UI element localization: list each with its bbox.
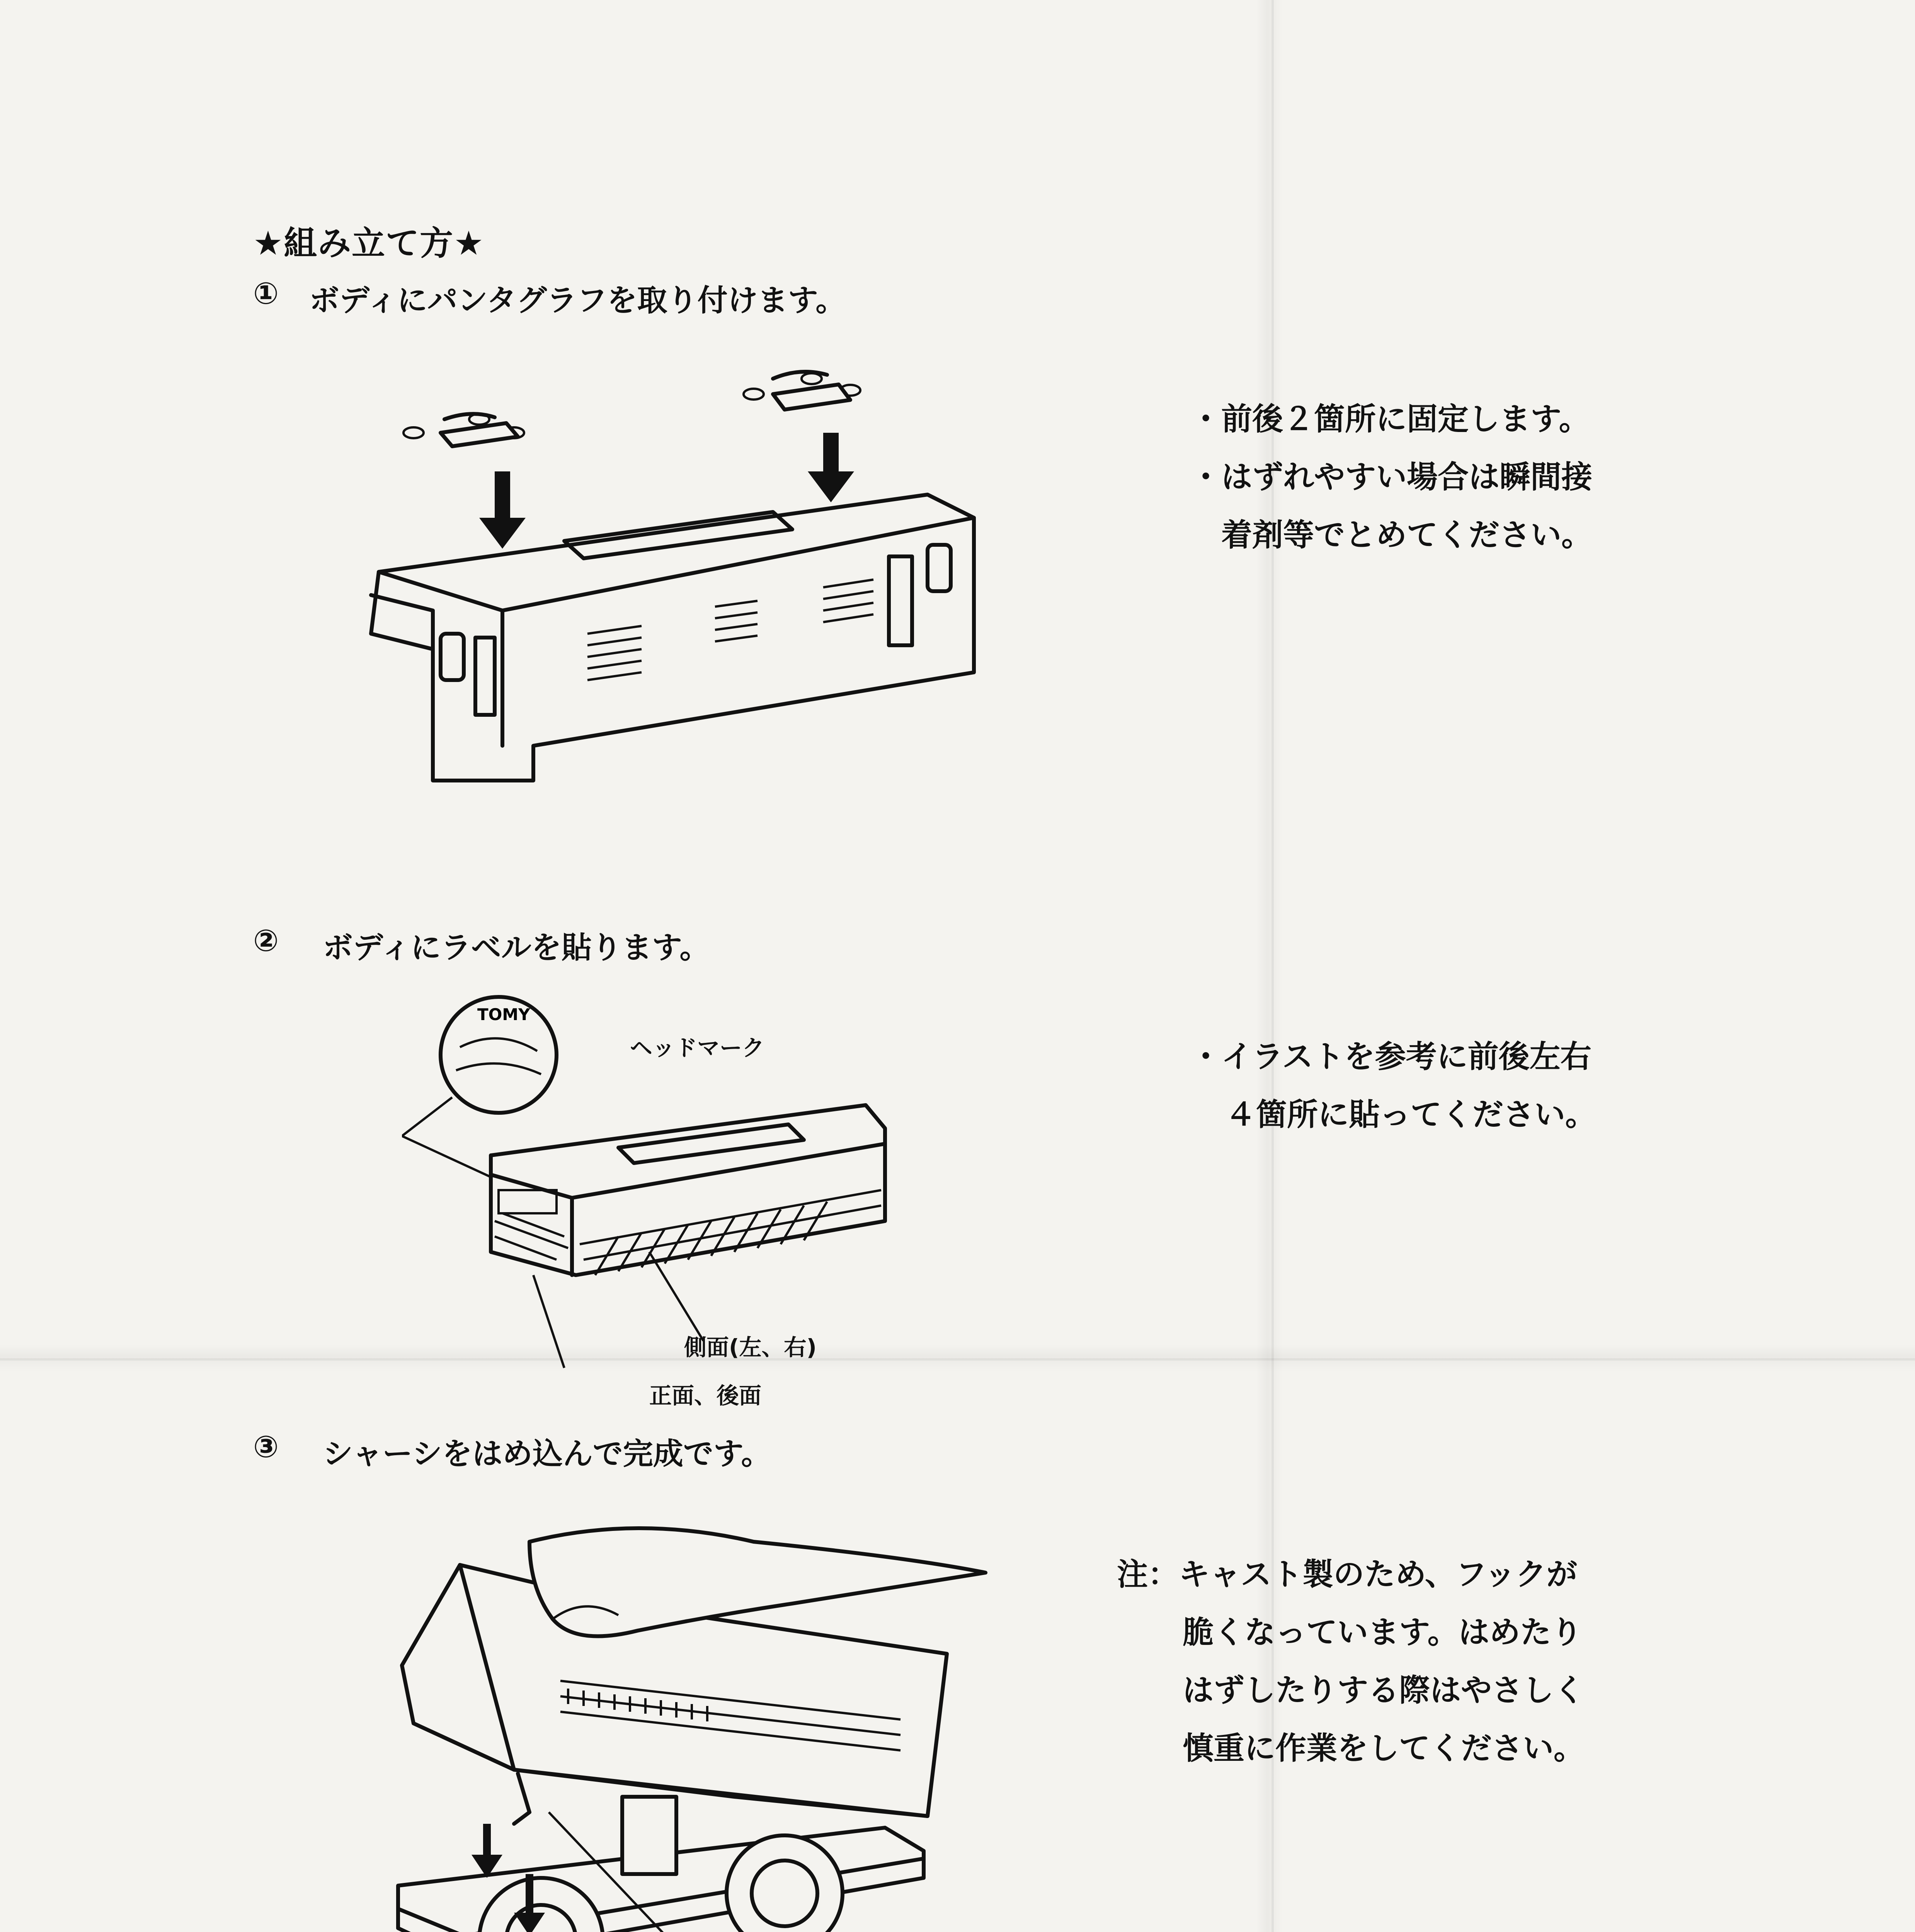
- side-label: 側面(左、右): [684, 1334, 817, 1361]
- step3-text: シャーシをはめ込んで完成です。: [323, 1437, 771, 1471]
- step1-text: ボディにパンタグラフを取り付けます。: [309, 283, 846, 318]
- step1-number: ①: [253, 276, 279, 311]
- arrow-down-left: [479, 471, 526, 549]
- step1-note-1: ・前後２箇所に固定します。: [1190, 401, 1590, 437]
- headmark-label: ヘッドマーク: [630, 1035, 765, 1061]
- arrow-down-right: [808, 433, 854, 502]
- step3-note-2: 脆くなっています。はめたり: [1183, 1614, 1582, 1650]
- step3-note-4: 慎重に作業をしてください。: [1183, 1730, 1585, 1766]
- step3-note-1: 注：キャスト製のため、フックが: [1117, 1556, 1578, 1592]
- step1-illustration: [348, 355, 1005, 800]
- front-label: 正面、後面: [649, 1383, 762, 1409]
- step3-illustration: [367, 1519, 1024, 1932]
- step3-number: ③: [253, 1430, 279, 1464]
- pantograph-right: [744, 372, 860, 410]
- assembly-title: ★組み立て方★: [253, 224, 485, 263]
- fold-line-horizontal: [0, 1358, 1915, 1361]
- step1-note-3: 着剤等でとめてください。: [1221, 517, 1592, 553]
- headmark-logo: TOMY: [477, 1005, 530, 1024]
- step2-note-2: ４箇所に貼ってください。: [1225, 1097, 1596, 1133]
- step2-note-1: ・イラストを参考に前後左右: [1190, 1039, 1592, 1075]
- step1-note-2: ・はずれやすい場合は瞬間接: [1190, 459, 1592, 495]
- step3-note-3: はずしたりする際はやさしく: [1183, 1672, 1585, 1708]
- step2-text: ボディにラベルを貼ります。: [323, 930, 710, 965]
- step2-number: ②: [253, 923, 279, 958]
- pantograph-left: [403, 414, 524, 446]
